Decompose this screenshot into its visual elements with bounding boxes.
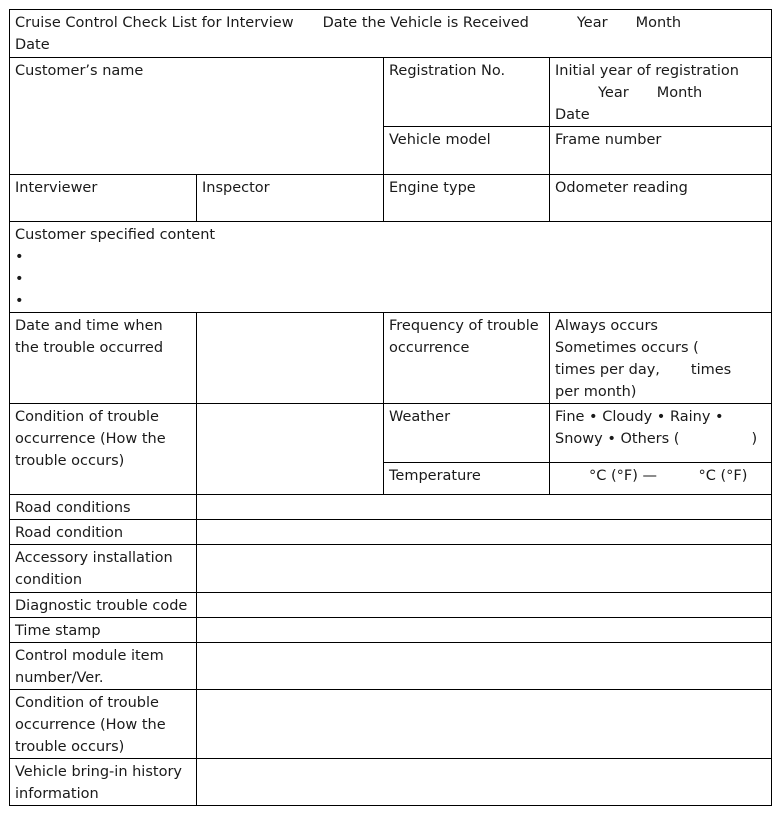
- received-date-day-label: Date: [15, 37, 50, 53]
- checklist-title: Cruise Control Check List for Interview: [15, 15, 294, 31]
- received-date-label: Date the Vehicle is Received: [322, 15, 529, 31]
- time-stamp-value-cell[interactable]: [197, 618, 772, 643]
- initial-registration-year-label: Year: [598, 85, 629, 101]
- temperature-label-cell: [384, 463, 550, 495]
- condition-label: Condition of trouble occurrence (How the trouble occurs): [15, 409, 166, 469]
- accessory-value-cell[interactable]: [197, 545, 772, 593]
- bring-in-history-label-cell: [10, 759, 197, 806]
- accessory-label-cell: [10, 545, 197, 593]
- road-conditions-label-cell: [10, 495, 197, 520]
- registration-row: [10, 58, 772, 127]
- trouble-datetime-value-cell[interactable]: [197, 313, 384, 404]
- row-label: Control module item number/Ver.: [15, 648, 164, 686]
- weather-options-line2: Snowy • Others (: [555, 431, 680, 447]
- table-row: [10, 759, 772, 806]
- condition-how-label-cell: [10, 690, 197, 759]
- initial-registration-cell[interactable]: [550, 58, 772, 127]
- row-label: Diagnostic trouble code: [15, 598, 188, 614]
- initial-registration-label: Initial year of registration: [555, 63, 739, 79]
- customer-content-cell[interactable]: [10, 222, 772, 313]
- bullet-item: •: [15, 271, 24, 287]
- vehicle-model-label: Vehicle model: [389, 132, 491, 148]
- interviewer-label: Interviewer: [15, 180, 98, 196]
- road-conditions-value-cell[interactable]: [197, 495, 772, 520]
- temperature-value-cell[interactable]: [550, 463, 772, 495]
- frame-number-label: Frame number: [555, 132, 662, 148]
- odometer-cell[interactable]: [550, 175, 772, 222]
- dtc-value-cell[interactable]: [197, 593, 772, 618]
- row-label: Condition of trouble occurrence (How the trouble occurs): [15, 695, 166, 755]
- frequency-label: Frequency of trouble occurrence: [389, 318, 539, 356]
- customer-content-label: Customer specified content: [15, 227, 216, 243]
- road-condition-value-cell[interactable]: [197, 520, 772, 545]
- control-module-value-cell[interactable]: [197, 643, 772, 690]
- condition-how-value-cell[interactable]: [197, 690, 772, 759]
- weather-value-cell[interactable]: [550, 404, 772, 463]
- initial-registration-month-label: Month: [656, 85, 703, 101]
- weather-label-cell: [384, 404, 550, 463]
- table-row: [10, 618, 772, 643]
- trouble-time-row: [10, 313, 772, 404]
- dtc-label-cell: [10, 593, 197, 618]
- bullet-item: •: [15, 249, 24, 265]
- road-condition-label-cell: [10, 520, 197, 545]
- inspector-label: Inspector: [202, 180, 270, 196]
- frequency-times: times: [690, 362, 732, 378]
- customer-content-row: [10, 222, 772, 313]
- row-label: Vehicle bring-in history information: [15, 764, 182, 802]
- table-row: [10, 690, 772, 759]
- customer-name-label: Customer’s name: [15, 63, 144, 79]
- initial-registration-date-label: Date: [555, 107, 590, 123]
- condition-value-cell[interactable]: [197, 404, 384, 495]
- frequency-always: Always occurs: [555, 318, 658, 334]
- row-label: Road conditions: [15, 500, 131, 516]
- bullet-item: •: [15, 293, 24, 309]
- received-month-label: Month: [635, 15, 682, 31]
- weather-close-paren: ): [751, 431, 758, 447]
- frame-number-cell[interactable]: [550, 127, 772, 175]
- table-row: [10, 495, 772, 520]
- row-label: Time stamp: [15, 623, 101, 639]
- temperature-value: °C (°F) — °C (°F): [589, 468, 748, 484]
- checklist-table: [9, 9, 772, 806]
- trouble-datetime-label-cell: [10, 313, 197, 404]
- frequency-value-cell[interactable]: [550, 313, 772, 404]
- frequency-per-month: per month): [555, 384, 637, 400]
- registration-no-cell[interactable]: [384, 58, 550, 127]
- condition-label-cell: [10, 404, 197, 495]
- header-row: [10, 10, 772, 58]
- customer-name-cell[interactable]: [10, 58, 384, 175]
- frequency-sometimes: Sometimes occurs (: [555, 340, 699, 356]
- trouble-datetime-label: Date and time when the trouble occurred: [15, 318, 164, 356]
- weather-label: Weather: [389, 409, 451, 425]
- weather-row: [10, 404, 772, 463]
- temperature-label: Temperature: [389, 468, 481, 484]
- table-row: [10, 520, 772, 545]
- table-row: [10, 545, 772, 593]
- engine-type-cell[interactable]: [384, 175, 550, 222]
- staff-row: [10, 175, 772, 222]
- vehicle-model-cell[interactable]: [384, 127, 550, 175]
- frequency-times-per-day: times per day,: [555, 362, 660, 378]
- inspector-cell[interactable]: [197, 175, 384, 222]
- received-year-label: Year: [576, 15, 608, 31]
- row-label: Road condition: [15, 525, 124, 541]
- time-stamp-label-cell: [10, 618, 197, 643]
- header-cell: [10, 10, 772, 58]
- registration-no-label: Registration No.: [389, 63, 506, 79]
- odometer-label: Odometer reading: [555, 180, 688, 196]
- control-module-label-cell: [10, 643, 197, 690]
- interviewer-cell[interactable]: [10, 175, 197, 222]
- table-row: [10, 643, 772, 690]
- weather-options-line1: Fine • Cloudy • Rainy •: [555, 409, 724, 425]
- table-row: [10, 593, 772, 618]
- row-label: Accessory installation condition: [15, 550, 173, 588]
- frequency-label-cell: [384, 313, 550, 404]
- bring-in-history-value-cell[interactable]: [197, 759, 772, 806]
- engine-type-label: Engine type: [389, 180, 476, 196]
